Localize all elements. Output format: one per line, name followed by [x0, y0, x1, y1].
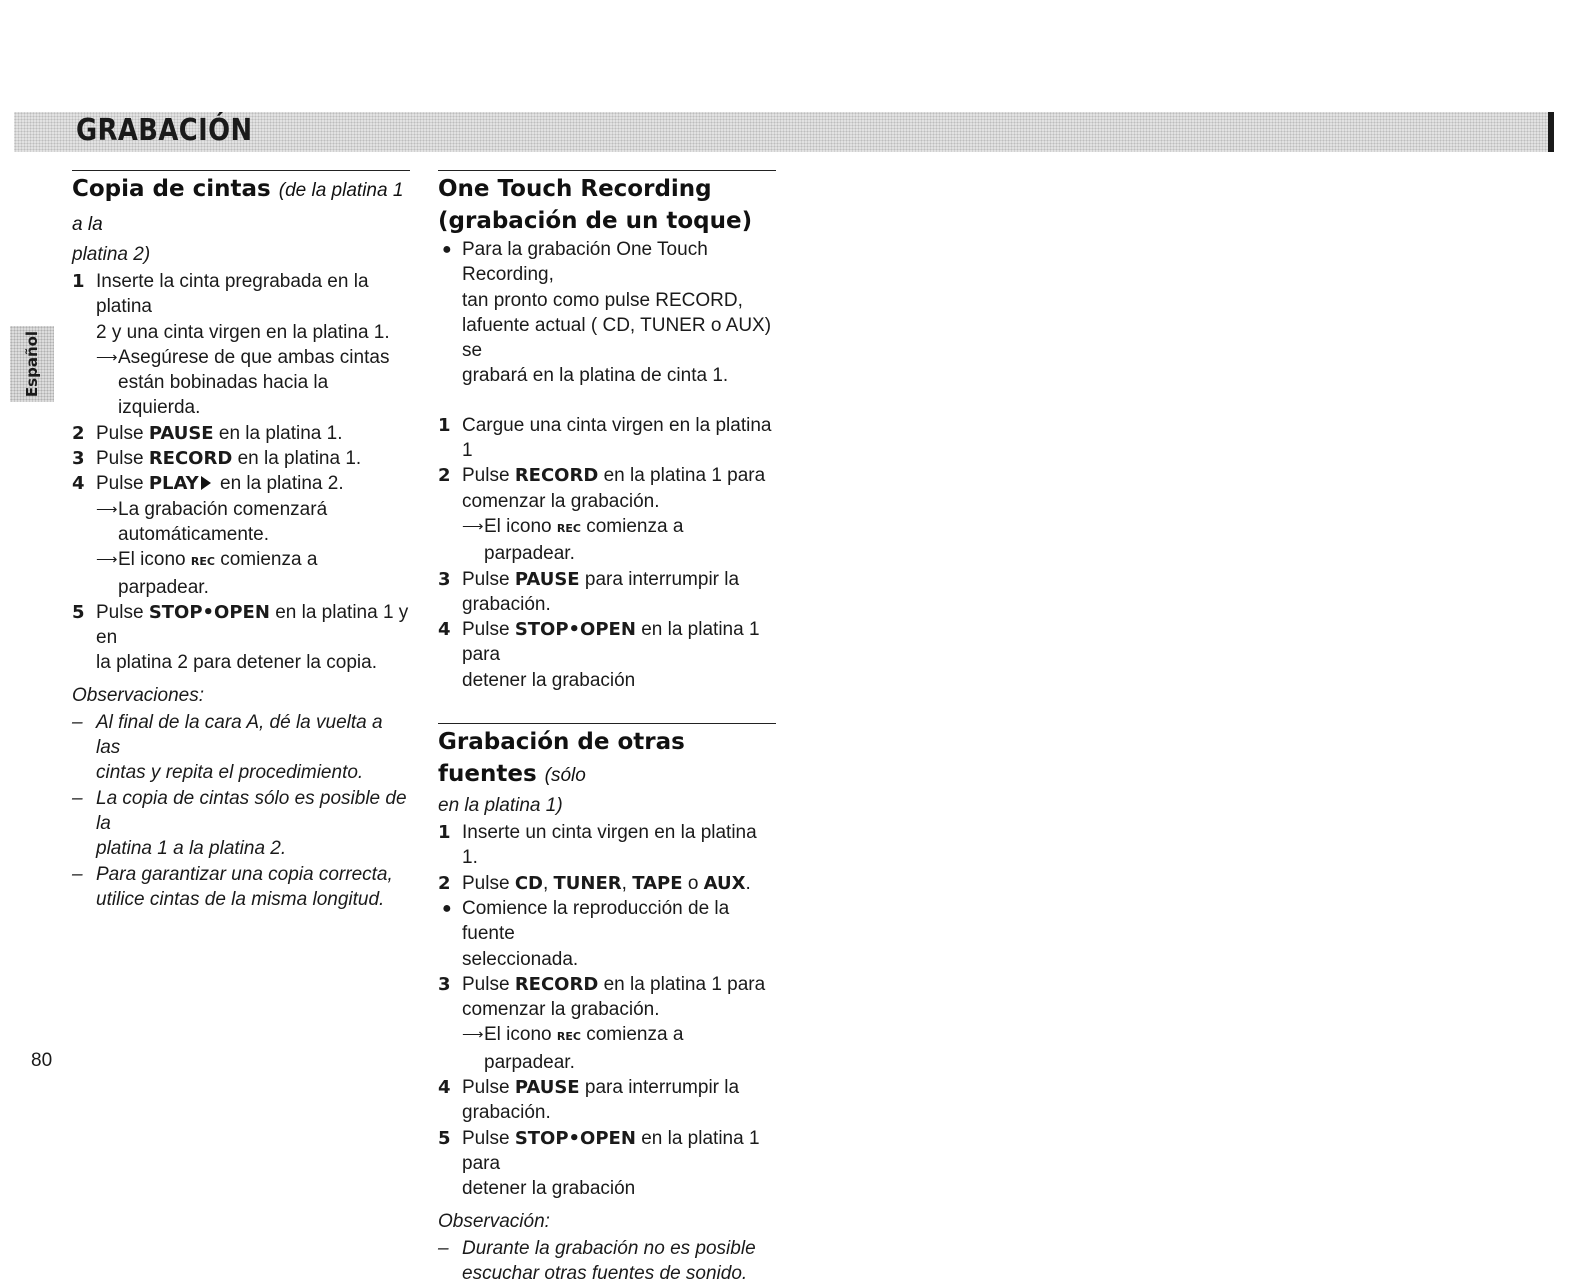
arrow-right-icon: ⟶: [462, 1022, 484, 1047]
section-copia-de-cintas: [72, 170, 410, 912]
pulse-text: Pulse: [462, 465, 510, 486]
otras-bullet-a: Comience la reproducción de la fuente: [462, 898, 729, 944]
otras-step-4: [438, 1075, 776, 1126]
play-icon: [201, 476, 211, 490]
copia-note-1: [72, 710, 410, 786]
step-number: 3: [72, 446, 85, 471]
pause-key: PAUSE: [515, 569, 580, 590]
copia-s1-a: Inserte la cinta pregrabada en la platina: [96, 271, 369, 317]
copia-note-3: [72, 862, 410, 913]
section-title-copia: [72, 173, 410, 241]
otras-step-1: [438, 820, 776, 871]
dash-marker: –: [72, 786, 83, 811]
parpadear-text: comienza a parpadear.: [118, 549, 317, 597]
tape-key: TAPE: [632, 873, 682, 894]
copia-s1-arrow-b: están bobinadas hacia la izquierda.: [118, 372, 328, 418]
copia-s3-rest: en la platina 1.: [238, 448, 362, 469]
otras-s3-b: comenzar la grabación.: [462, 999, 660, 1020]
otr-title-a: One Touch Recording: [438, 176, 712, 202]
copia-step-5: [72, 600, 410, 676]
el-icono-text: El icono: [118, 549, 186, 570]
copia-s4-arrow1-a: La grabación comenzará: [118, 499, 327, 520]
observaciones-title: Observaciones:: [72, 682, 410, 710]
pulse-text: Pulse: [96, 473, 144, 494]
otr-step-4: [438, 617, 776, 693]
arrow-right-icon: ⟶: [96, 345, 118, 370]
otr-b1-c: lafuente actual ( CD, TUNER o AUX) se: [462, 315, 771, 361]
otr-s2-b: comenzar la grabación.: [462, 491, 660, 512]
otr-s4-a: en la platina 1 para: [462, 619, 760, 665]
arrow-note: [96, 345, 410, 421]
record-key: RECORD: [515, 465, 598, 486]
otr-s2-a: en la platina 1 para: [604, 465, 766, 486]
section-one-touch-recording: [438, 170, 776, 693]
dash-marker: –: [72, 862, 83, 887]
step-number: 5: [72, 600, 85, 625]
stop-open-key: STOP•OPEN: [149, 602, 270, 623]
step-number: 3: [438, 567, 451, 592]
copia-s1-arrow-a: Asegúrese de que ambas cintas: [118, 347, 389, 368]
otras-subtitle-a: (sólo: [545, 765, 586, 786]
otr-b1-a: Para la grabación One Touch Recording,: [462, 239, 708, 285]
pulse-text: Pulse: [462, 619, 510, 640]
step-number: 1: [72, 269, 85, 294]
copia-s2-rest: en la platina 1.: [219, 423, 343, 444]
parpadear-text: comienza a parpadear.: [484, 516, 683, 564]
arrow-note: [462, 514, 776, 567]
otras-title-text: Grabación de otras fuentes: [438, 729, 685, 787]
page-title: GRABACIÓN: [76, 113, 253, 148]
otr-bullet: [438, 237, 776, 389]
arrow-note: [96, 547, 410, 600]
otr-step-1: [438, 413, 776, 464]
section-title-otras: [438, 726, 776, 792]
observacion-title: Observación:: [438, 1208, 776, 1236]
record-key: RECORD: [515, 974, 598, 995]
pulse-text: Pulse: [96, 602, 144, 623]
or-text: o: [688, 873, 699, 894]
copia-steps: [72, 269, 410, 676]
otras-s1: Inserte un cinta virgen en la platina 1.: [462, 822, 757, 868]
arrow-right-icon: ⟶: [96, 497, 118, 522]
step-number: 4: [72, 471, 85, 496]
copia-step-2: [72, 421, 410, 446]
pulse-text: Pulse: [462, 569, 510, 590]
column-right: [438, 170, 776, 1286]
otras-step-5: [438, 1126, 776, 1202]
copia-n2-b: platina 1 a la platina 2.: [96, 838, 286, 859]
copia-s5-a: en la platina 1 y en: [96, 602, 408, 648]
header-end-bar: [1548, 112, 1554, 152]
otras-subtitle-b: en la platina 1): [438, 792, 776, 820]
copia-step-4-notes: [72, 497, 410, 600]
arrow-note: [96, 497, 410, 548]
step-number: 2: [72, 421, 85, 446]
otras-n1-b: escuchar otras fuentes de sonido.: [462, 1263, 747, 1284]
dash-marker: –: [438, 1236, 449, 1261]
otras-bullet: [438, 896, 776, 972]
copia-step-1: [72, 269, 410, 345]
rec-indicator: REC: [557, 522, 581, 535]
otr-title-b: (grabación de un toque): [438, 208, 752, 234]
copia-subtitle-a: (de la platina 1 a la: [72, 180, 403, 235]
language-tab: [10, 326, 54, 402]
copia-s1-b: 2 y una cinta virgen en la platina 1.: [96, 322, 390, 343]
bullet-dot: ●: [442, 896, 452, 921]
otr-s4-b: detener la grabación: [462, 670, 635, 691]
copia-step-4: [72, 471, 410, 496]
copia-subtitle-b: platina 2): [72, 241, 410, 269]
otr-b1-b: tan pronto como pulse RECORD,: [462, 290, 743, 311]
step-number: 3: [438, 972, 451, 997]
arrow-right-icon: ⟶: [462, 514, 484, 539]
copia-s4-arrow1-b: automáticamente.: [118, 524, 269, 545]
tuner-key: TUNER: [554, 873, 622, 894]
stop-open-key: STOP•OPEN: [515, 619, 636, 640]
copia-n3-a: Para garantizar una copia correcta,: [96, 864, 393, 885]
copia-step-1-note: [72, 345, 410, 421]
section-title-otr: [438, 173, 776, 237]
otr-step-3: [438, 567, 776, 618]
otras-s4-a: para interrumpir la: [585, 1077, 739, 1098]
otras-note-1: [438, 1236, 776, 1286]
otr-s3-a: para interrumpir la: [585, 569, 739, 590]
otr-b1-d: grabará en la platina de cinta 1.: [462, 365, 728, 386]
rec-indicator: REC: [557, 1030, 581, 1043]
copia-n2-a: La copia de cintas sólo es posible de la: [96, 788, 407, 834]
language-tab-label: Español: [23, 331, 41, 397]
page-number: 80: [31, 1050, 52, 1072]
otras-bullet-b: seleccionada.: [462, 949, 578, 970]
step-number: 5: [438, 1126, 451, 1151]
stop-open-key: STOP•OPEN: [515, 1128, 636, 1149]
dash-marker: –: [72, 710, 83, 735]
step-number: 2: [438, 463, 451, 488]
pulse-text: Pulse: [96, 448, 144, 469]
otras-n1-a: Durante la grabación no es posible: [462, 1238, 756, 1259]
el-icono-text: El icono: [484, 1024, 552, 1045]
copia-s5-b: la platina 2 para detener la copia.: [96, 652, 377, 673]
pause-key: PAUSE: [515, 1077, 580, 1098]
pulse-text: Pulse: [462, 873, 510, 894]
otras-s5-a: en la platina 1 para: [462, 1128, 760, 1174]
step-number: 4: [438, 617, 451, 642]
pulse-text: Pulse: [462, 1128, 510, 1149]
column-left: [72, 170, 410, 912]
otras-step-3: [438, 972, 776, 1075]
header-band: [14, 112, 1554, 152]
step-number: 1: [438, 820, 451, 845]
copia-note-2: [72, 786, 410, 862]
pulse-text: Pulse: [96, 423, 144, 444]
record-key: RECORD: [149, 448, 232, 469]
copia-n1-a: Al final de la cara A, dé la vuelta a las: [96, 712, 383, 758]
step-number: 4: [438, 1075, 451, 1100]
cd-key: CD: [515, 873, 543, 894]
step-number: 1: [438, 413, 451, 438]
play-key: PLAY: [149, 473, 199, 494]
otras-step-2: 2 Pulse CD, TUNER, TAPE o AUX.: [438, 871, 776, 896]
copia-step-3: [72, 446, 410, 471]
section-otras-fuentes: [438, 723, 776, 1286]
otr-step-2: [438, 463, 776, 566]
pause-key: PAUSE: [149, 423, 214, 444]
otras-s5-b: detener la grabación: [462, 1178, 635, 1199]
arrow-right-icon: ⟶: [96, 547, 118, 572]
otr-s3-b: grabación.: [462, 594, 551, 615]
el-icono-text: El icono: [484, 516, 552, 537]
aux-key: AUX: [704, 873, 746, 894]
copia-s4-rest: en la platina 2.: [220, 473, 344, 494]
rec-indicator: REC: [191, 555, 215, 568]
otr-s1: Cargue una cinta virgen en la platina 1: [462, 415, 771, 461]
copia-title-text: Copia de cintas: [72, 176, 271, 202]
bullet-dot: ●: [442, 237, 452, 262]
step-number: 2: [438, 871, 451, 896]
otras-s3-a: en la platina 1 para: [604, 974, 766, 995]
copia-n3-b: utilice cintas de la misma longitud.: [96, 889, 384, 910]
copia-n1-b: cintas y repita el procedimiento.: [96, 762, 363, 783]
arrow-note: [462, 1022, 776, 1075]
parpadear-text: comienza a parpadear.: [484, 1024, 683, 1072]
pulse-text: Pulse: [462, 1077, 510, 1098]
otras-s4-b: grabación.: [462, 1102, 551, 1123]
pulse-text: Pulse: [462, 974, 510, 995]
